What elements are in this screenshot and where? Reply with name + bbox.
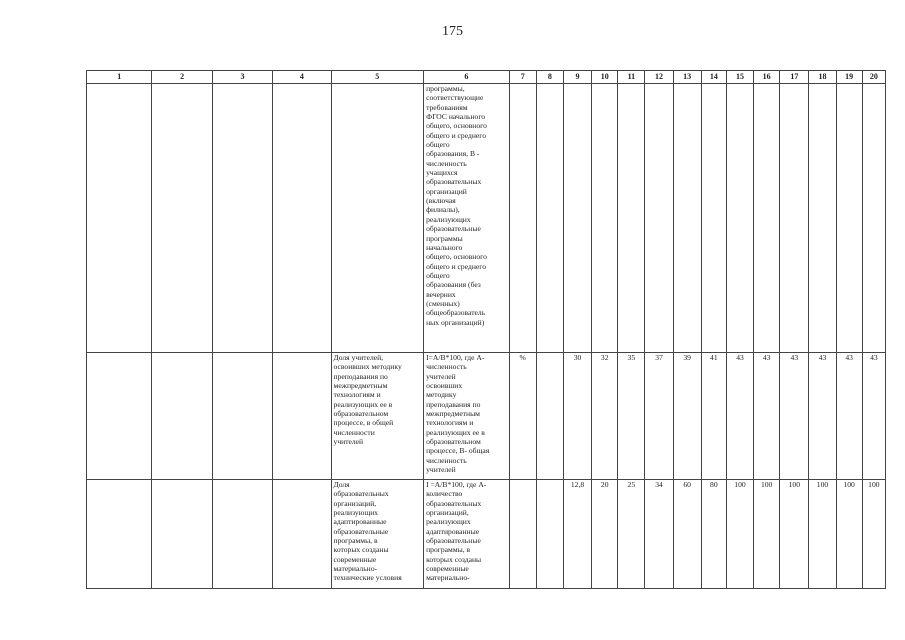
cell-empty <box>152 353 212 480</box>
value-cell <box>836 84 862 353</box>
value-cell: 100 <box>726 480 753 589</box>
value-cell: 100 <box>780 480 809 589</box>
value-cell: 30 <box>563 353 591 480</box>
header-row <box>87 71 886 84</box>
value-cell: 43 <box>780 353 809 480</box>
column-header: 5 <box>331 71 424 84</box>
value-cell: 35 <box>618 353 645 480</box>
indicators-table <box>86 70 886 589</box>
column-header: 20 <box>862 71 885 84</box>
cell-empty <box>152 84 212 353</box>
value-cell: 32 <box>592 353 618 480</box>
cell-empty <box>212 480 272 589</box>
value-cell: 60 <box>673 480 701 589</box>
unit-cell <box>509 84 536 353</box>
cell-empty <box>212 353 272 480</box>
cell-empty <box>536 84 563 353</box>
value-cell <box>673 84 701 353</box>
table-row <box>87 353 886 480</box>
value-cell <box>563 84 591 353</box>
column-header: 2 <box>152 71 212 84</box>
value-cell: 12,8 <box>563 480 591 589</box>
value-cell: 37 <box>645 353 673 480</box>
value-cell <box>726 84 753 353</box>
column-header: 6 <box>424 71 510 84</box>
value-cell: 100 <box>754 480 780 589</box>
column-header: 8 <box>536 71 563 84</box>
cell-empty <box>212 84 272 353</box>
value-cell: 80 <box>701 480 726 589</box>
cell-empty <box>87 480 152 589</box>
value-cell: 43 <box>862 353 885 480</box>
value-cell: 20 <box>592 480 618 589</box>
indicator-name-cell: Доля учителей, освоивших методику преподавания по межпредметным технологиям и реализующих ее в образовательном процессе, в общей численности учителей <box>331 353 424 480</box>
column-header: 9 <box>563 71 591 84</box>
value-cell: 39 <box>673 353 701 480</box>
column-header: 11 <box>618 71 645 84</box>
value-cell <box>701 84 726 353</box>
column-header: 13 <box>673 71 701 84</box>
table-row <box>87 480 886 589</box>
value-cell: 43 <box>809 353 836 480</box>
cell-empty <box>273 84 331 353</box>
column-header: 14 <box>701 71 726 84</box>
indicator-name-cell <box>331 84 424 353</box>
formula-cell: программы, соответствующие требованиям ФГОС начального общего, основного общего и среднего общего образования, В - численность учащихся образовательных организаций (включая филиалы), реализующих образовательные программы начального общего, основного общего и среднего общего образования (без вечерних (сменных) общеобразователь ных организаций) <box>424 84 510 353</box>
value-cell: 43 <box>726 353 753 480</box>
value-cell <box>809 84 836 353</box>
column-header: 1 <box>87 71 152 84</box>
column-header: 15 <box>726 71 753 84</box>
value-cell: 100 <box>809 480 836 589</box>
value-cell <box>618 84 645 353</box>
cell-empty <box>87 353 152 480</box>
column-header: 3 <box>212 71 272 84</box>
cell-empty <box>152 480 212 589</box>
value-cell: 41 <box>701 353 726 480</box>
indicator-name-cell: Доля образовательных организаций, реализующих адаптированные образовательные программы, в которых созданы современные материально- технические условия <box>331 480 424 589</box>
value-cell: 34 <box>645 480 673 589</box>
value-cell: 100 <box>836 480 862 589</box>
value-cell: 43 <box>754 353 780 480</box>
value-cell: 43 <box>836 353 862 480</box>
unit-cell: % <box>509 353 536 480</box>
column-header: 7 <box>509 71 536 84</box>
value-cell <box>780 84 809 353</box>
value-cell: 100 <box>862 480 885 589</box>
unit-cell <box>509 480 536 589</box>
value-cell: 25 <box>618 480 645 589</box>
cell-empty <box>273 480 331 589</box>
table-row <box>87 84 886 353</box>
value-cell <box>862 84 885 353</box>
column-header: 18 <box>809 71 836 84</box>
cell-empty <box>536 480 563 589</box>
page-number: 175 <box>442 24 463 39</box>
column-header: 12 <box>645 71 673 84</box>
value-cell <box>592 84 618 353</box>
formula-cell: I=A/B*100, где А- численность учителей освоивших методику преподавания по межпредметным технологиям и реализующих ее в образовательном процессе, В- общая численность учителей <box>424 353 510 480</box>
column-header: 4 <box>273 71 331 84</box>
column-header: 16 <box>754 71 780 84</box>
cell-empty <box>536 353 563 480</box>
column-header: 17 <box>780 71 809 84</box>
value-cell <box>754 84 780 353</box>
formula-cell: I =A/B*100, где А- количество образовательных организаций, реализующих адаптированные образовательные программы, в которых созданы современные материально- <box>424 480 510 589</box>
value-cell <box>645 84 673 353</box>
column-header: 19 <box>836 71 862 84</box>
column-header: 10 <box>592 71 618 84</box>
cell-empty <box>273 353 331 480</box>
cell-empty <box>87 84 152 353</box>
